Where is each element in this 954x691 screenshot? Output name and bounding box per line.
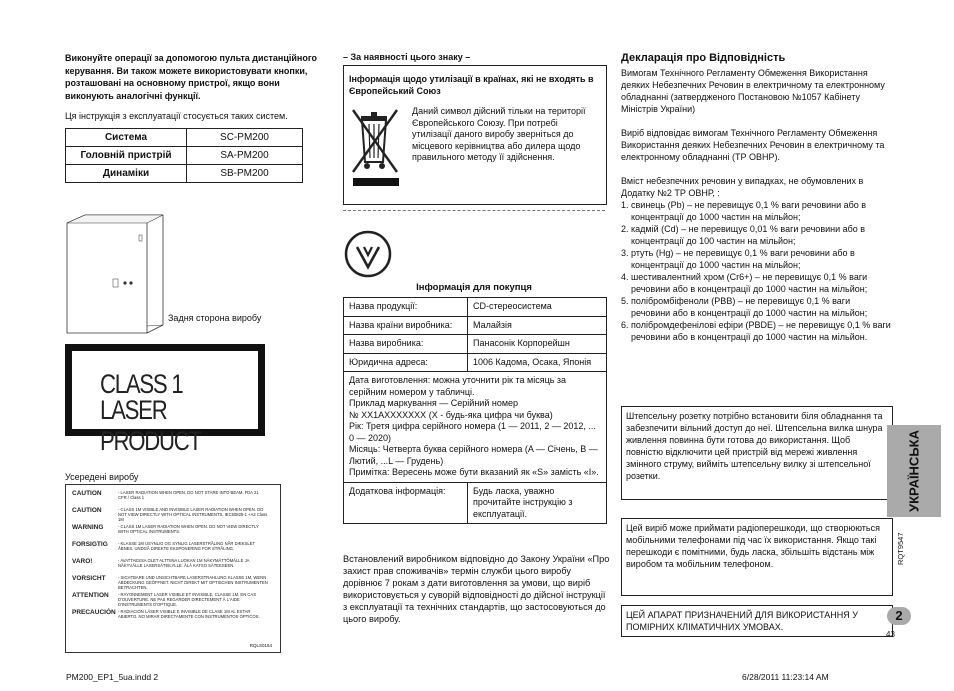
weee-title: Інформація щодо утилізації в країнах, які не входять в Європейський Союз	[349, 74, 594, 96]
power-plug-notice: Штепсельну розетку потрібно встановити біля обладнання та забезпечити вільний доступ до неї. Штепсельна вилка шнура живлення повинна бути готова до використання. Щоб повністю відключити цей пристрій від мережі живлення змінного струму, вийміть штепсельну вилку зі штепсельної розетки.	[621, 406, 893, 500]
language-tab-label: УКРАЇНСЬКА	[906, 430, 922, 512]
warning-text: - SICHTBARE UND UNSICHTBARE LASERSTRAHLUNG KLASSE 1M, WENN ABDECKUNG GEÖFFNET. NICHT DIREKT MIT OPTISCHEN INSTRUMENTEN BETRACHTEN.	[118, 575, 268, 590]
system-table-key: Динаміки	[66, 165, 187, 183]
info-key: Додаткова інформація:	[344, 482, 468, 524]
warning-text: - RAYONNEMENT LASER VISIBLE ET INVISIBLE, CLASSE 1M, EN CAS D'OUVERTURE. NE PAS REGARDER DIRECTEMENT À L'AIDE D'INSTRUMENTS D'OPTIQUE.	[118, 592, 256, 607]
radio-interference-notice: Цей виріб може приймати радіоперешкоди, що створюються мобільними телефонами під час їх використання. Якщо такі перешкоди є помітними, будь ласка, збільшіть відстань між виробом та мобільним телефоном.	[621, 518, 893, 596]
table-row	[344, 353, 607, 372]
info-value: Будь ласка, уважно прочитайте інструкцію з експлуатації.	[468, 482, 607, 524]
warning-key: ATTENTION	[72, 592, 109, 599]
info-key: Назва виробника:	[344, 335, 468, 354]
purchase-info-title: Інформація для покупця	[416, 282, 532, 293]
footer-timestamp: 6/28/2011 11:23:14 AM	[742, 672, 829, 682]
system-table	[65, 128, 303, 183]
substance-list	[621, 199, 891, 343]
date-line: Приклад маркування — Серійний номер	[349, 398, 519, 408]
footer-filename: PM200_EP1_5ua.indd 2	[66, 672, 159, 682]
declaration-paragraph: Вміст небезпечних речовин у випадках, не обумовлених в Додатку №2 ТР ОВНР, :	[621, 176, 864, 198]
table-row	[66, 147, 303, 165]
intro-text: Виконуйте операції за допомогою пульта дистанційного керування. Ви також можете використовувати кнопки, розташовані на основному пристрої, якщо вони виконують аналогічні функції.	[65, 53, 317, 101]
warning-key: CAUTION	[72, 490, 102, 497]
purchase-info-table	[343, 297, 607, 524]
device-rear-illustration	[65, 213, 165, 335]
page-number: 2	[887, 607, 911, 625]
warning-text: - KLASSE 1M USYNLIG OG SYNLIG LASERSTRÅLING NÅR DÆKSLET ÅBNES. UNDGÅ DIREKTE EKSPONERING FOR STRÅLING.	[118, 541, 255, 551]
intro-applies-text: Ця інструкція з експлуатації стосується таких систем.	[65, 111, 288, 121]
list-item: 2. кадмій (Cd) – не перевищує 0,01 % ваги речовини або в концентрації до 100 частин на мільйон;	[621, 224, 866, 246]
date-line: № XX1AXXXXXXX (X - будь-яка цифра чи буква)	[349, 409, 553, 420]
laser-label-line1: CLASS 1	[100, 369, 183, 399]
climate-notice: ЦЕЙ АПАРАТ ПРИЗНАЧЕНИЙ ДЛЯ ВИКОРИСТАННЯ У ПОМІРНИХ КЛІМАТИЧНИХ УМОВАХ.	[621, 605, 893, 637]
system-table-value: SA-PM200	[187, 147, 303, 165]
divider	[343, 210, 605, 211]
info-key: Назва продукції:	[344, 298, 468, 317]
table-row	[66, 165, 303, 183]
table-row	[344, 482, 607, 524]
date-line: Рік: Третя цифра серійного номера (1 — 2011, 2 — 2012, ... 0 — 2020)	[349, 421, 596, 443]
table-row	[344, 316, 607, 335]
weee-box	[343, 65, 607, 205]
declaration-paragraph: Вимогам Технічного Регламенту Обмеження Використання деяких Небезпечних Речовин в електричному та електронному обладнанні (затвердженого Постановою №1057 Кабінету Міністрів України)	[621, 68, 885, 114]
info-value: 1006 Кадома, Осака, Японія	[468, 353, 607, 372]
laser-warning-label	[65, 484, 281, 653]
manufacture-date-info	[344, 372, 607, 483]
list-item: 3. ртуть (Hg) – не перевищує 0,1 % ваги речовини або в концентрації до 1000 частин на мільйон;	[621, 248, 855, 270]
language-tab	[887, 425, 941, 517]
warning-key: WARNING	[72, 524, 104, 531]
list-item: 1. свинець (Pb) – не перевищує 0,1 % ваги речовини або в концентрації до 1000 частин на мільйон;	[621, 200, 867, 222]
system-table-value: SB-PM200	[187, 165, 303, 183]
info-value: CD-стереосистема	[468, 298, 607, 317]
weee-text: Даний символ дійсний тільки на території Європейського Союзу. При потребі утилізації даного виробу зверніться до місцевого керівництва або дилера щодо правильного методу її здійснення.	[412, 106, 586, 162]
warning-text: - CLASS 1M VISIBLE AND INVISIBLE LASER RADIATION WHEN OPEN. DO NOT VIEW DIRECTLY WITH OPTICAL INSTRUMENTS. IEC60825-1 +A2 Class 1M	[118, 507, 268, 522]
list-item: 5. полібромбіфеноли (PBB) – не перевищує 0,1 % ваги речовини або в концентрації до 1000 частин на мільйон;	[621, 296, 868, 318]
info-key: Назва країни виробника:	[344, 316, 468, 335]
date-line: Примітка: Вересень може бути вказаний як «S» замість «I».	[349, 467, 599, 477]
warning-text: - LASER RADIATION WHEN OPEN. DO NOT STARE INTO BEAM. FDA 21 CFR / Class 1	[118, 490, 259, 500]
class1-laser-label	[65, 344, 265, 456]
warning-key: VORSICHT	[72, 575, 106, 582]
system-table-key: Головній пристрій	[66, 147, 187, 165]
info-key: Юридична адреса:	[344, 353, 468, 372]
system-table-key: Система	[66, 129, 187, 147]
declaration-paragraph: Виріб відповідає вимогам Технічного Регламенту Обмеження Використання деяких Небезпечних Речовин в електричному та електронному обладнанні (ТР ОВНР).	[621, 128, 885, 162]
table-row	[344, 372, 607, 483]
info-value: Панасонік Корпорейшн	[468, 335, 607, 354]
document-code: RQT9547	[896, 532, 905, 565]
date-line: Дата виготовлення: можна уточнити рік та місяць за серійним номером у табличці.	[349, 375, 567, 397]
page-number-secondary: 43	[886, 630, 895, 639]
info-value: Малайзія	[468, 316, 607, 335]
laser-label-line2: LASER PRODUCT	[100, 395, 201, 456]
rear-side-caption: Задня сторона виробу	[168, 313, 262, 323]
declaration-title: Декларація про Відповідність	[621, 52, 786, 64]
weee-heading: – За наявності цього знаку –	[343, 52, 471, 62]
date-line: Місяць: Четверта буква серійного номера (A — Січень, B — Лютий, ...L — Грудень)	[349, 444, 598, 466]
warning-key: PRECAUCIÓN	[72, 609, 116, 616]
crossed-bin-icon	[349, 106, 404, 191]
warning-text: - AVATTAESSA OLET ALTTIINA LUOKAN 1M NÄKYMÄTTÖMÄLLE JA NÄKYVÄLLE LASERSÄTEILYLLE. ÄLÄ KATSO SÄTEESEEN.	[118, 558, 250, 568]
list-item: 4. шестивалентний хром (Cr6+) – не перевищує 0,1 % ваги речовини або в концентрації до 1000 частин на мільйон;	[621, 272, 868, 294]
warning-text: - RADIACIÓN LÁSER VISIBLE E INVISIBLE DE CLASE 1M AL ESTAR ABIERTO. NO MIRAR DIRECTAMENTE CON INSTRUMENTOS ÓPTICOS.	[118, 609, 260, 619]
table-row	[66, 129, 303, 147]
table-row	[344, 335, 607, 354]
warning-text: - CLASS 1M LASER RADIATION WHEN OPEN. DO NOT VIEW DIRECTLY WITH OPTICAL INSTRUMENTS.	[118, 524, 259, 534]
warning-key: CAUTION	[72, 507, 102, 514]
warning-label-code: RQLS0164	[249, 643, 272, 648]
warning-key: VARO!	[72, 558, 93, 565]
ukrainian-conformity-mark-icon	[343, 229, 393, 279]
warning-key: FORSIGTIG	[72, 541, 108, 548]
declaration-body	[621, 67, 891, 343]
service-life-text: Встановлений виробником відповідно до Закону України «Про захист прав споживачів» термін служби цього виробу дорівнює 7 рокам з дати виготовлення за умови, що виріб використовується у суворій відповідності до дійсної інструкції з експлуатації та технічних стандартів, що застосовуються до цього виробу.	[343, 554, 610, 624]
list-item: 6. полібромдефенілові ефіри (PBDE) – не перевищує 0,1 % ваги речовини або в концентрації до 1000 частин на мільйон.	[621, 320, 891, 342]
system-table-value: SC-PM200	[187, 129, 303, 147]
inside-caption: Усередені виробу	[65, 472, 139, 482]
table-row	[344, 298, 607, 317]
